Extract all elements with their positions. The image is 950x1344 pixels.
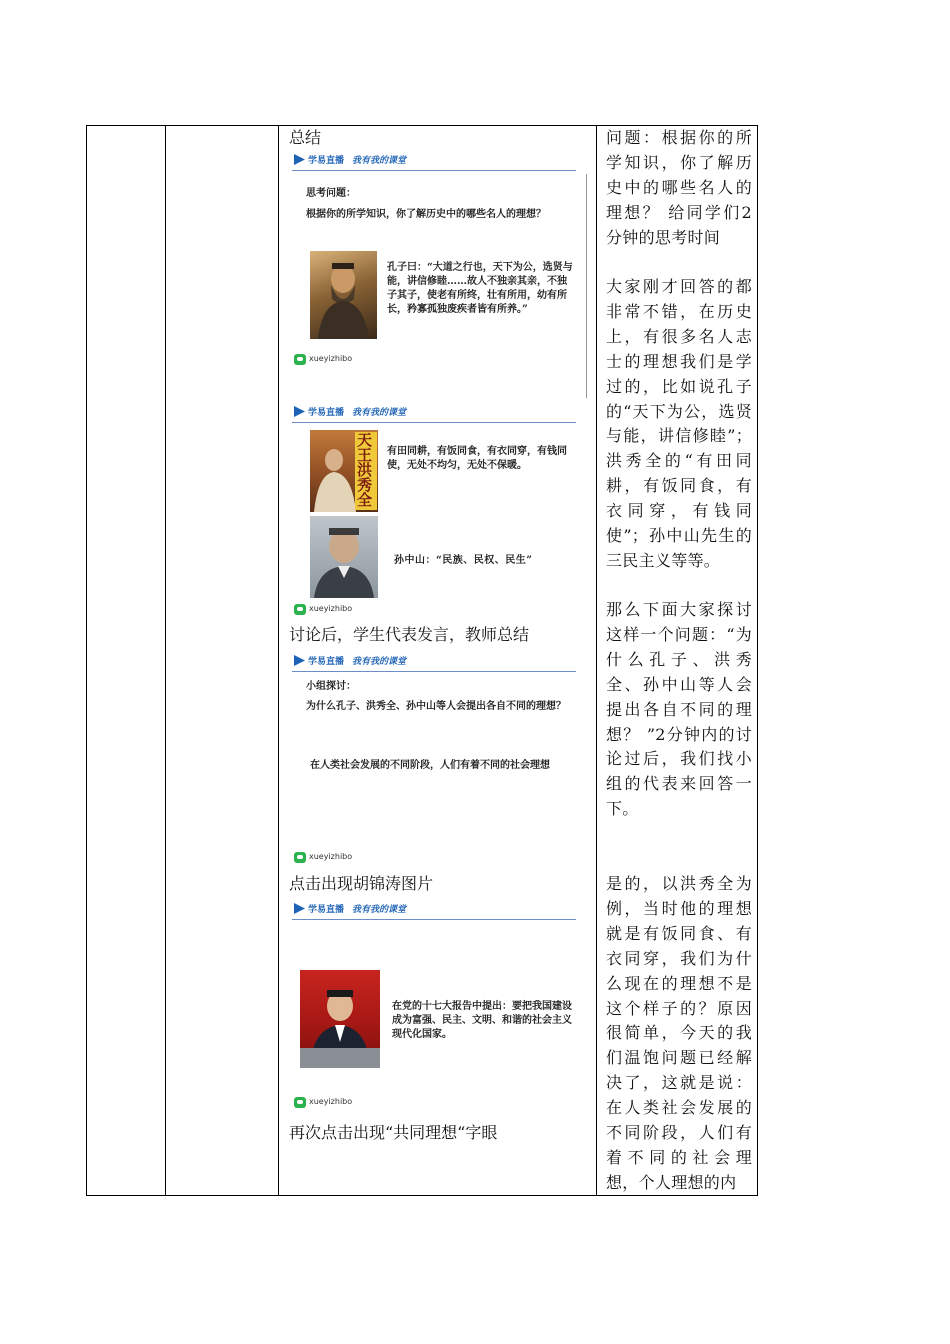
sun-yatsen-portrait [310, 516, 378, 598]
hu-quote: 在党的十七大报告中提出：要把我国建设成为富强、民主、文明、和谐的社会主义现代化国家。 [392, 1001, 572, 1040]
slide-header [290, 651, 580, 673]
hong-quote: 有田同耕，有饭同食，有衣同穿，有钱同使，无处不均匀，无处不保暖。 [387, 446, 567, 471]
logo-text: 学易直播 [308, 408, 345, 418]
logo-icon [293, 405, 306, 418]
slide-thinking-question [290, 150, 590, 378]
header-rule [292, 919, 576, 920]
wechat-icon [294, 604, 306, 615]
wechat-icon [294, 354, 306, 365]
slide-footer [294, 1096, 394, 1110]
confucius-quote: 孔子曰：“大道之行也，天下为公，选贤与能，讲信修睦……故人不独亲其亲，不独子其子，使老有所终，壮有所用，幼有所长，矜寡孤独废疾者皆有所养。” [387, 262, 573, 315]
slide-historical-ideals [290, 402, 590, 620]
hong-banner: 天王洪秀全 [357, 431, 373, 509]
teacher-summary-text: 大家刚才回答的都非常不错，在历史上，有很多名人志士的理想我们是学过的，比如说孔子的“天下为公，选贤与能，讲信修睦”；洪秀全的“有田同耕，有饭同食，有衣同穿，有钱同使”；孙中山先生的三民主义等等。 [606, 277, 752, 570]
column-divider-1 [165, 126, 166, 1195]
column-divider-3 [596, 126, 597, 1195]
logo-icon [293, 654, 306, 667]
teacher-discussion-text: 那么下面大家探讨这样一个问题：“为什么孔子、洪秀全、孙中山等人会提出各自不同的理想？ ”2分钟内的讨论过后，我们找小组的代表来回答一下。 [606, 600, 752, 819]
logo-icon [293, 153, 306, 166]
caption-discussion: 讨论后，学生代表发言，教师总结 [289, 625, 530, 644]
wechat-icon [294, 1097, 306, 1108]
teacher-explanation-text: 是的，以洪秀全为例，当时他的理想就是有饭同食、有衣同穿，我们为什么现在的理想不是这个样子的？原因很简单，今天的我们温饱问题已经解决了，这就是说：在人类社会发展的不同阶段，人们有着不同的社会理想，个人理想的内 [606, 874, 752, 1192]
slide-header [290, 402, 580, 424]
slogan: 我有我的课堂 [352, 408, 407, 418]
slide-hu-jintao [290, 899, 590, 1117]
caption-click-ideal: 再次点击出现“共同理想“字眼 [289, 1123, 498, 1142]
slide-footer [294, 353, 394, 367]
slide-group-discussion [290, 651, 590, 869]
footer-text: xueyizhibo [309, 852, 353, 861]
slide-header [290, 899, 580, 921]
slide-question: 根据你的所学知识，你了解历史中的哪些名人的理想？ [306, 209, 546, 220]
slide-edge [586, 174, 587, 398]
wechat-icon [294, 852, 306, 863]
header-rule [292, 671, 576, 672]
hong-xiuquan-portrait [310, 430, 378, 512]
slide-heading: 思考问题： [306, 188, 356, 199]
footer-text: xueyizhibo [309, 354, 353, 363]
caption-click-hu: 点击出现胡锦涛图片 [289, 874, 434, 893]
logo-text: 学易直播 [308, 657, 345, 667]
column-divider-2 [278, 126, 279, 1195]
slide-footer [294, 851, 394, 865]
confucius-figure [310, 251, 377, 339]
slide-answer: 在人类社会发展的不同阶段，人们有着不同的社会理想 [310, 760, 550, 771]
slogan: 我有我的课堂 [352, 156, 407, 166]
hu-jintao-photo [300, 970, 380, 1068]
teacher-question-text: 问题：根据你的所学知识，你了解历史中的哪些名人的理想？ 给同学们2分钟的思考时间 [606, 128, 752, 247]
header-rule [292, 170, 576, 171]
confucius-portrait [310, 251, 377, 339]
header-rule [292, 422, 576, 423]
sun-quote: 孙中山：“民族、民权、民生” [394, 555, 533, 566]
footer-text: xueyizhibo [309, 604, 353, 613]
logo-text: 学易直播 [308, 905, 345, 915]
slogan: 我有我的课堂 [352, 905, 407, 915]
slide-question: 为什么孔子、洪秀全、孙中山等人会提出各自不同的理想？ [306, 701, 566, 712]
lesson-table [86, 125, 758, 1196]
logo-text: 学易直播 [308, 156, 345, 166]
slogan: 我有我的课堂 [352, 657, 407, 667]
slide-header [290, 150, 580, 172]
sun-figure [310, 516, 378, 598]
slide-footer [294, 603, 394, 617]
logo-icon [293, 902, 306, 915]
hu-figure [300, 970, 380, 1068]
caption-summary: 总结 [289, 128, 322, 147]
slide-heading: 小组探讨： [306, 681, 356, 692]
footer-text: xueyizhibo [309, 1097, 353, 1106]
